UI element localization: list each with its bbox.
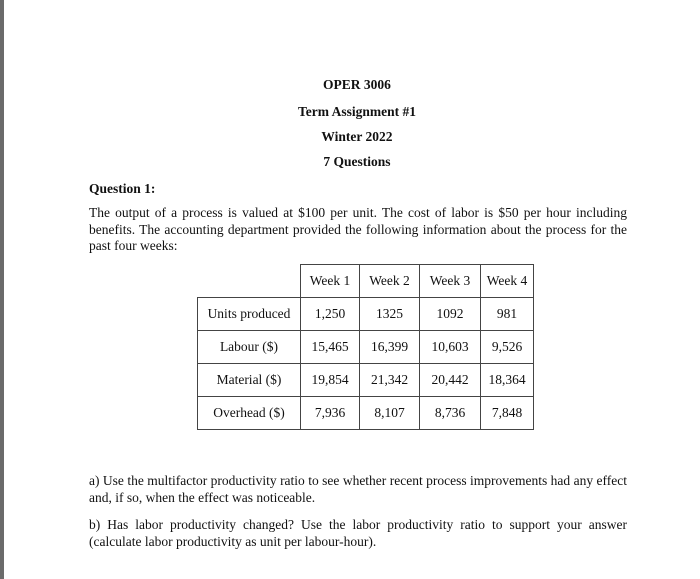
course-code: OPER 3006	[323, 77, 391, 92]
table-cell: 1325	[360, 298, 420, 331]
question-body: The output of a process is valued at $100 per unit. The cost of labor is $50 per hour including benefits. The accounting department provided the following information about the process for the past four weeks:	[89, 205, 627, 253]
row-label: Labour ($)	[198, 331, 301, 364]
table-cell: 7,848	[481, 397, 534, 430]
part-a-text: a) Use the multifactor productivity ratio to see whether recent process improvements had any effect and, if so, when the effect was noticeable.	[89, 473, 627, 505]
questions-count: 7 Questions	[323, 154, 391, 169]
table-cell: 8,736	[420, 397, 481, 430]
table-header-row	[198, 265, 534, 298]
column-header-week-4: Week 4	[481, 265, 534, 298]
table-row-labour	[198, 331, 534, 364]
assignment-title: Term Assignment #1	[297, 104, 416, 119]
table-cell: 16,399	[360, 331, 420, 364]
table-cell: 20,442	[420, 364, 481, 397]
table-corner-cell	[198, 265, 301, 298]
table-cell: 15,465	[301, 331, 360, 364]
column-header-week-1: Week 1	[301, 265, 360, 298]
question-title: Question 1:	[89, 181, 156, 196]
table-cell: 18,364	[481, 364, 534, 397]
part-b-text: b) Has labor productivity changed? Use the labor productivity ratio to support your answer (calculate labor productivity as unit per labour-hour).	[89, 517, 627, 549]
table-row-units	[198, 298, 534, 331]
table-cell: 1,250	[301, 298, 360, 331]
table-row-overhead	[198, 397, 534, 430]
table-cell: 21,342	[360, 364, 420, 397]
table-cell: 7,936	[301, 397, 360, 430]
table-row-material	[198, 364, 534, 397]
term-label: Winter 2022	[321, 129, 393, 144]
process-data-table	[197, 264, 534, 430]
row-label: Material ($)	[198, 364, 301, 397]
table-cell: 981	[481, 298, 534, 331]
table-cell: 8,107	[360, 397, 420, 430]
column-header-week-3: Week 3	[420, 265, 481, 298]
table-cell: 19,854	[301, 364, 360, 397]
row-label: Units produced	[198, 298, 301, 331]
column-header-week-2: Week 2	[360, 265, 420, 298]
table-cell: 9,526	[481, 331, 534, 364]
table-cell: 1092	[420, 298, 481, 331]
row-label: Overhead ($)	[198, 397, 301, 430]
table-cell: 10,603	[420, 331, 481, 364]
